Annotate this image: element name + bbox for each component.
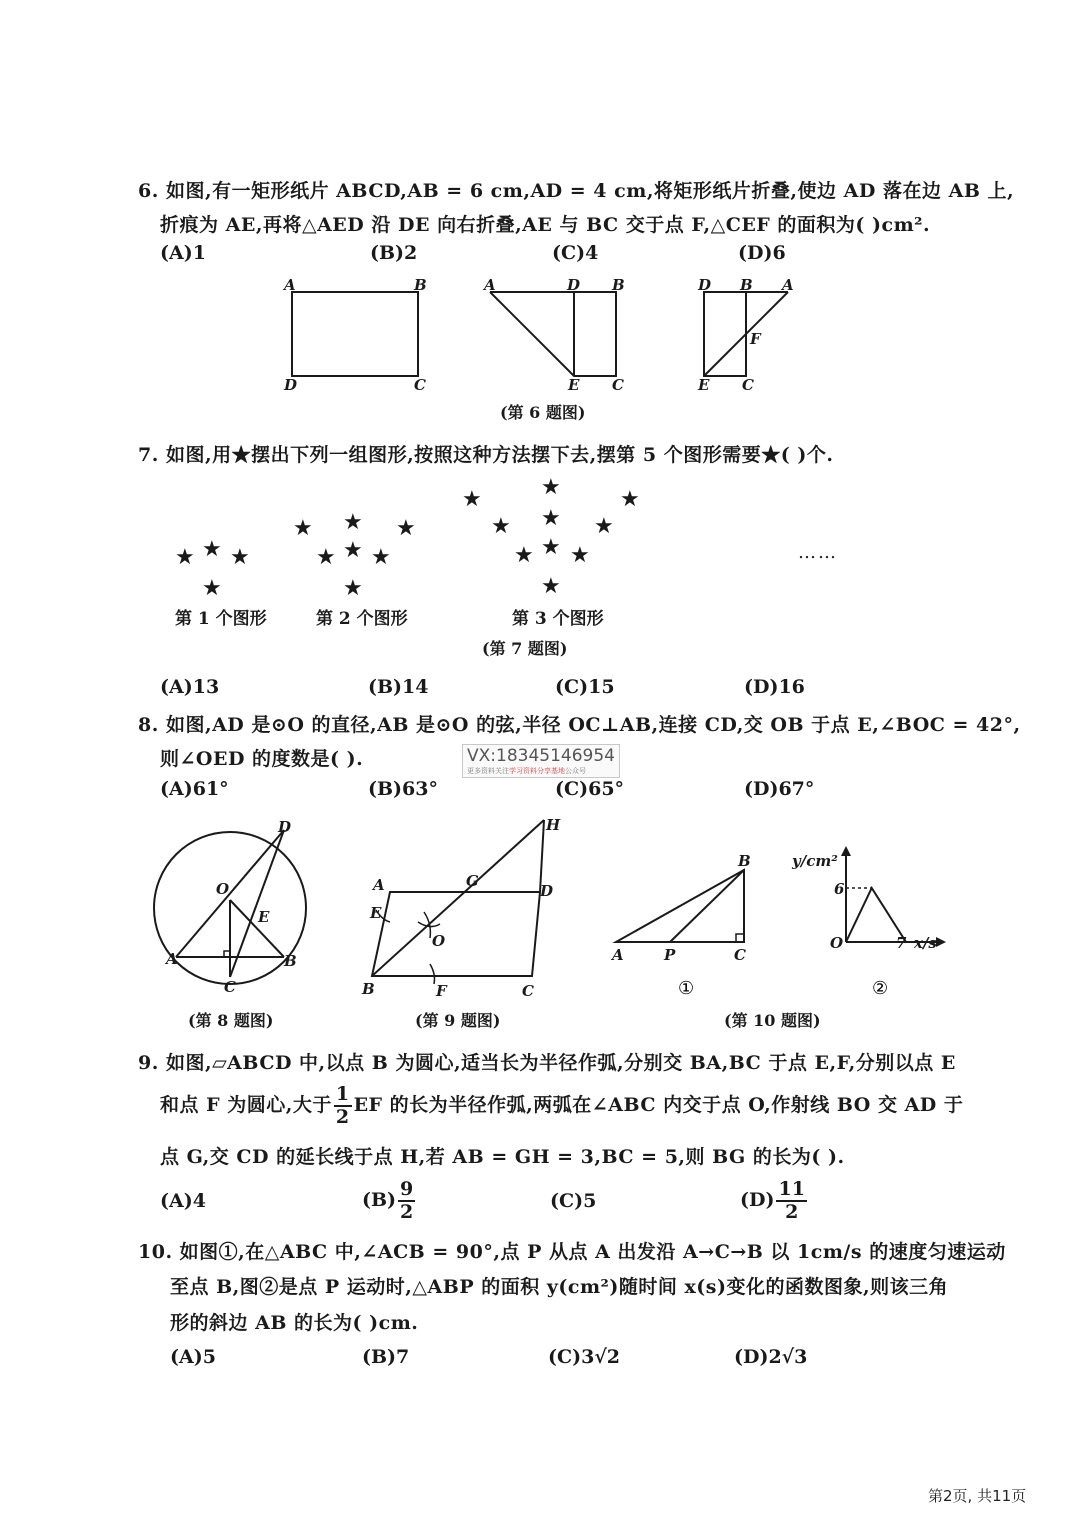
- q9-label-d: D: [540, 882, 554, 900]
- q6-figure-second-fold: [697, 276, 794, 394]
- q6-fig2-label-c: C: [612, 376, 624, 394]
- q6-fig2-label-a: A: [484, 276, 496, 294]
- q7-star: ★: [541, 574, 561, 599]
- q7-star: ★: [175, 545, 195, 570]
- q10-line2: 至点 B,图②是点 P 运动时,△ABP 的面积 y(cm²)随时间 x(s)变化的函数图象,则该三角: [170, 1276, 949, 1298]
- q9-label-g: G: [466, 872, 479, 890]
- q10-label-a: A: [612, 946, 624, 964]
- q9-label-b: B: [362, 980, 375, 998]
- q6-fig2-label-b: B: [612, 276, 625, 294]
- q8-line1: 8. 如图,AD 是⊙O 的直径,AB 是⊙O 的弦,半径 OC⊥AB,连接 CD,交 OB 于点 E,∠BOC = 42°,: [138, 714, 1021, 736]
- q9-label-h: H: [546, 816, 561, 834]
- q6-option-c: (C)4: [552, 242, 599, 264]
- q6-fig2-label-e: E: [568, 376, 580, 394]
- q8-option-c: (C)65°: [555, 778, 625, 800]
- q8-label-a: A: [166, 950, 178, 968]
- q7-star: ★: [541, 475, 561, 500]
- q6-fig1-label-d: D: [284, 376, 298, 394]
- q6-line1: 6. 如图,有一矩形纸片 ABCD,AB = 6 cm,AD = 4 cm,将矩形纸片折叠,使边 AD 落在边 AB 上,: [138, 180, 1015, 202]
- q6-fig3-label-e: E: [698, 376, 710, 394]
- q6-fig1-label-c: C: [414, 376, 426, 394]
- q7-fig3-label: 第 3 个图形: [512, 609, 604, 629]
- q8-label-o: O: [216, 880, 230, 898]
- q8-label-b: B: [284, 952, 297, 970]
- q7-star: ★: [230, 545, 250, 570]
- q9-label-e: E: [370, 904, 382, 922]
- q6-fig2-label-d: D: [567, 276, 581, 294]
- q8-option-d: (D)67°: [744, 778, 815, 800]
- q6-line2: 折痕为 AE,再将△AED 沿 DE 向右折叠,AE 与 BC 交于点 F,△CEF 的面积为( )cm².: [160, 214, 931, 236]
- q10-graph-xlabel: x/s: [914, 934, 937, 952]
- q8-label-e: E: [258, 908, 270, 926]
- q7-option-a: (A)13: [160, 676, 220, 698]
- q10-caption: (第 10 题图): [724, 1011, 821, 1030]
- watermark: [462, 744, 620, 778]
- q7-star: ★: [343, 576, 363, 601]
- q7-option-b: (B)14: [368, 676, 429, 698]
- q10-mark-2: ②: [872, 978, 889, 999]
- q7-star: ★: [541, 506, 561, 531]
- q6-fig3-label-f: F: [750, 330, 761, 348]
- figures-row: [140, 812, 960, 1002]
- q7-star: ★: [202, 537, 222, 562]
- watermark-contact: VX:18345146954: [467, 746, 615, 766]
- q7-option-d: (D)16: [744, 676, 805, 698]
- q9-figure: [361, 816, 561, 1000]
- q7-ellipsis: ……: [798, 542, 838, 563]
- q8-option-b: (B)63°: [368, 778, 438, 800]
- q9-option-b: (B) $\frac{9}{2}$: [362, 1178, 414, 1223]
- q9-option-a: (A)4: [160, 1190, 206, 1212]
- q7-line1: 7. 如图,用★摆出下列一组图形,按照这种方法摆下去,摆第 5 个图形需要★( )个.: [138, 444, 834, 466]
- q7-caption: (第 7 题图): [482, 639, 568, 658]
- q10-label-c: C: [734, 946, 746, 964]
- q10-option-c: (C)3√2: [548, 1346, 621, 1368]
- q10-mark-1: ①: [678, 978, 695, 999]
- q9-option-c: (C)5: [550, 1190, 597, 1212]
- page-footer: 第2页, 共11页: [928, 1487, 1027, 1505]
- q6-fig3-label-b: B: [740, 276, 753, 294]
- q8-label-c: C: [224, 978, 236, 996]
- q6-fig1-label-a: A: [284, 276, 296, 294]
- q6-figures: [270, 270, 830, 400]
- q6-option-b: (B)2: [370, 242, 418, 264]
- q10-line1: 10. 如图①,在△ABC 中,∠ACB = 90°,点 P 从点 A 出发沿 A→C→B 以 1cm/s 的速度匀速运动: [138, 1241, 1006, 1263]
- q7-star: ★: [491, 514, 511, 539]
- q10-figure-2: [791, 846, 946, 999]
- q7-star: ★: [371, 545, 391, 570]
- q10-graph-ytick: 6: [834, 880, 845, 898]
- q7-star: ★: [462, 487, 482, 512]
- q7-fig1-label: 第 1 个图形: [175, 609, 267, 629]
- q7-star: ★: [316, 545, 336, 570]
- q10-graph-origin: O: [830, 934, 844, 952]
- q9-line1: 9. 如图,▱ABCD 中,以点 B 为圆心,适当长为半径作弧,分别交 BA,BC 于点 E,F,分别以点 E: [138, 1052, 956, 1074]
- q9-line2: 和点 F 为圆心,大于 $\frac{1}{2}$ EF 的长为半径作弧,两弧在∠ABC 内交于点 O,作射线 BO 交 AD 于: [160, 1083, 964, 1128]
- q7-star: ★: [620, 487, 640, 512]
- q9-caption: (第 9 题图): [415, 1011, 501, 1030]
- q8-line2: 则∠OED 的度数是( ).: [160, 748, 364, 770]
- q7-star: ★: [202, 576, 222, 601]
- q7-star: ★: [594, 514, 614, 539]
- q7-star: ★: [541, 535, 561, 560]
- q6-fig3-label-a: A: [782, 276, 794, 294]
- q6-option-d: (D)6: [738, 242, 786, 264]
- q10-graph-xtick: 7: [896, 934, 907, 952]
- q10-graph-ylabel: y/cm²: [792, 852, 838, 870]
- q7-star: ★: [343, 538, 363, 563]
- q7-star: ★: [570, 543, 590, 568]
- q9-option-d: (D) $\frac{11}{2}$: [740, 1178, 805, 1223]
- q8-option-a: (A)61°: [160, 778, 229, 800]
- q6-figure-fold: [482, 276, 625, 394]
- q10-option-d: (D)2√3: [734, 1346, 808, 1368]
- q9-label-o: O: [432, 932, 446, 950]
- q10-label-p: P: [664, 946, 676, 964]
- q7-fig2-label: 第 2 个图形: [316, 609, 408, 629]
- q6-caption: (第 6 题图): [500, 403, 586, 422]
- q7-star: ★: [396, 516, 416, 541]
- q7-option-c: (C)15: [555, 676, 615, 698]
- q10-label-b: B: [738, 852, 751, 870]
- q7-star: ★: [343, 510, 363, 535]
- q10-option-b: (B)7: [362, 1346, 410, 1368]
- q9-label-f: F: [436, 982, 447, 1000]
- q7-star: ★: [293, 516, 313, 541]
- q8-caption: (第 8 题图): [188, 1011, 274, 1030]
- q9-label-a: A: [373, 876, 385, 894]
- q8-figure: [154, 818, 306, 996]
- q6-option-a: (A)1: [160, 242, 206, 264]
- q9-line3: 点 G,交 CD 的延长线于点 H,若 AB = GH = 3,BC = 5,则 BG 的长为( ).: [160, 1146, 845, 1168]
- q6-fig1-label-b: B: [414, 276, 427, 294]
- q8-label-d: D: [278, 818, 292, 836]
- watermark-note: 更多资料关注学习资料分享基地公众号: [467, 767, 586, 775]
- q6-figure-rectangle: [282, 276, 427, 394]
- q9-label-c: C: [522, 982, 534, 1000]
- q6-fig3-label-d: D: [698, 276, 712, 294]
- q9-fraction-half: $\frac{1}{2}$: [335, 1083, 350, 1128]
- q7-star: ★: [514, 543, 534, 568]
- q10-line3: 形的斜边 AB 的长为( )cm.: [170, 1312, 419, 1334]
- q10-figure-1: [610, 852, 751, 999]
- q10-option-a: (A)5: [170, 1346, 216, 1368]
- q6-fig3-label-c: C: [742, 376, 754, 394]
